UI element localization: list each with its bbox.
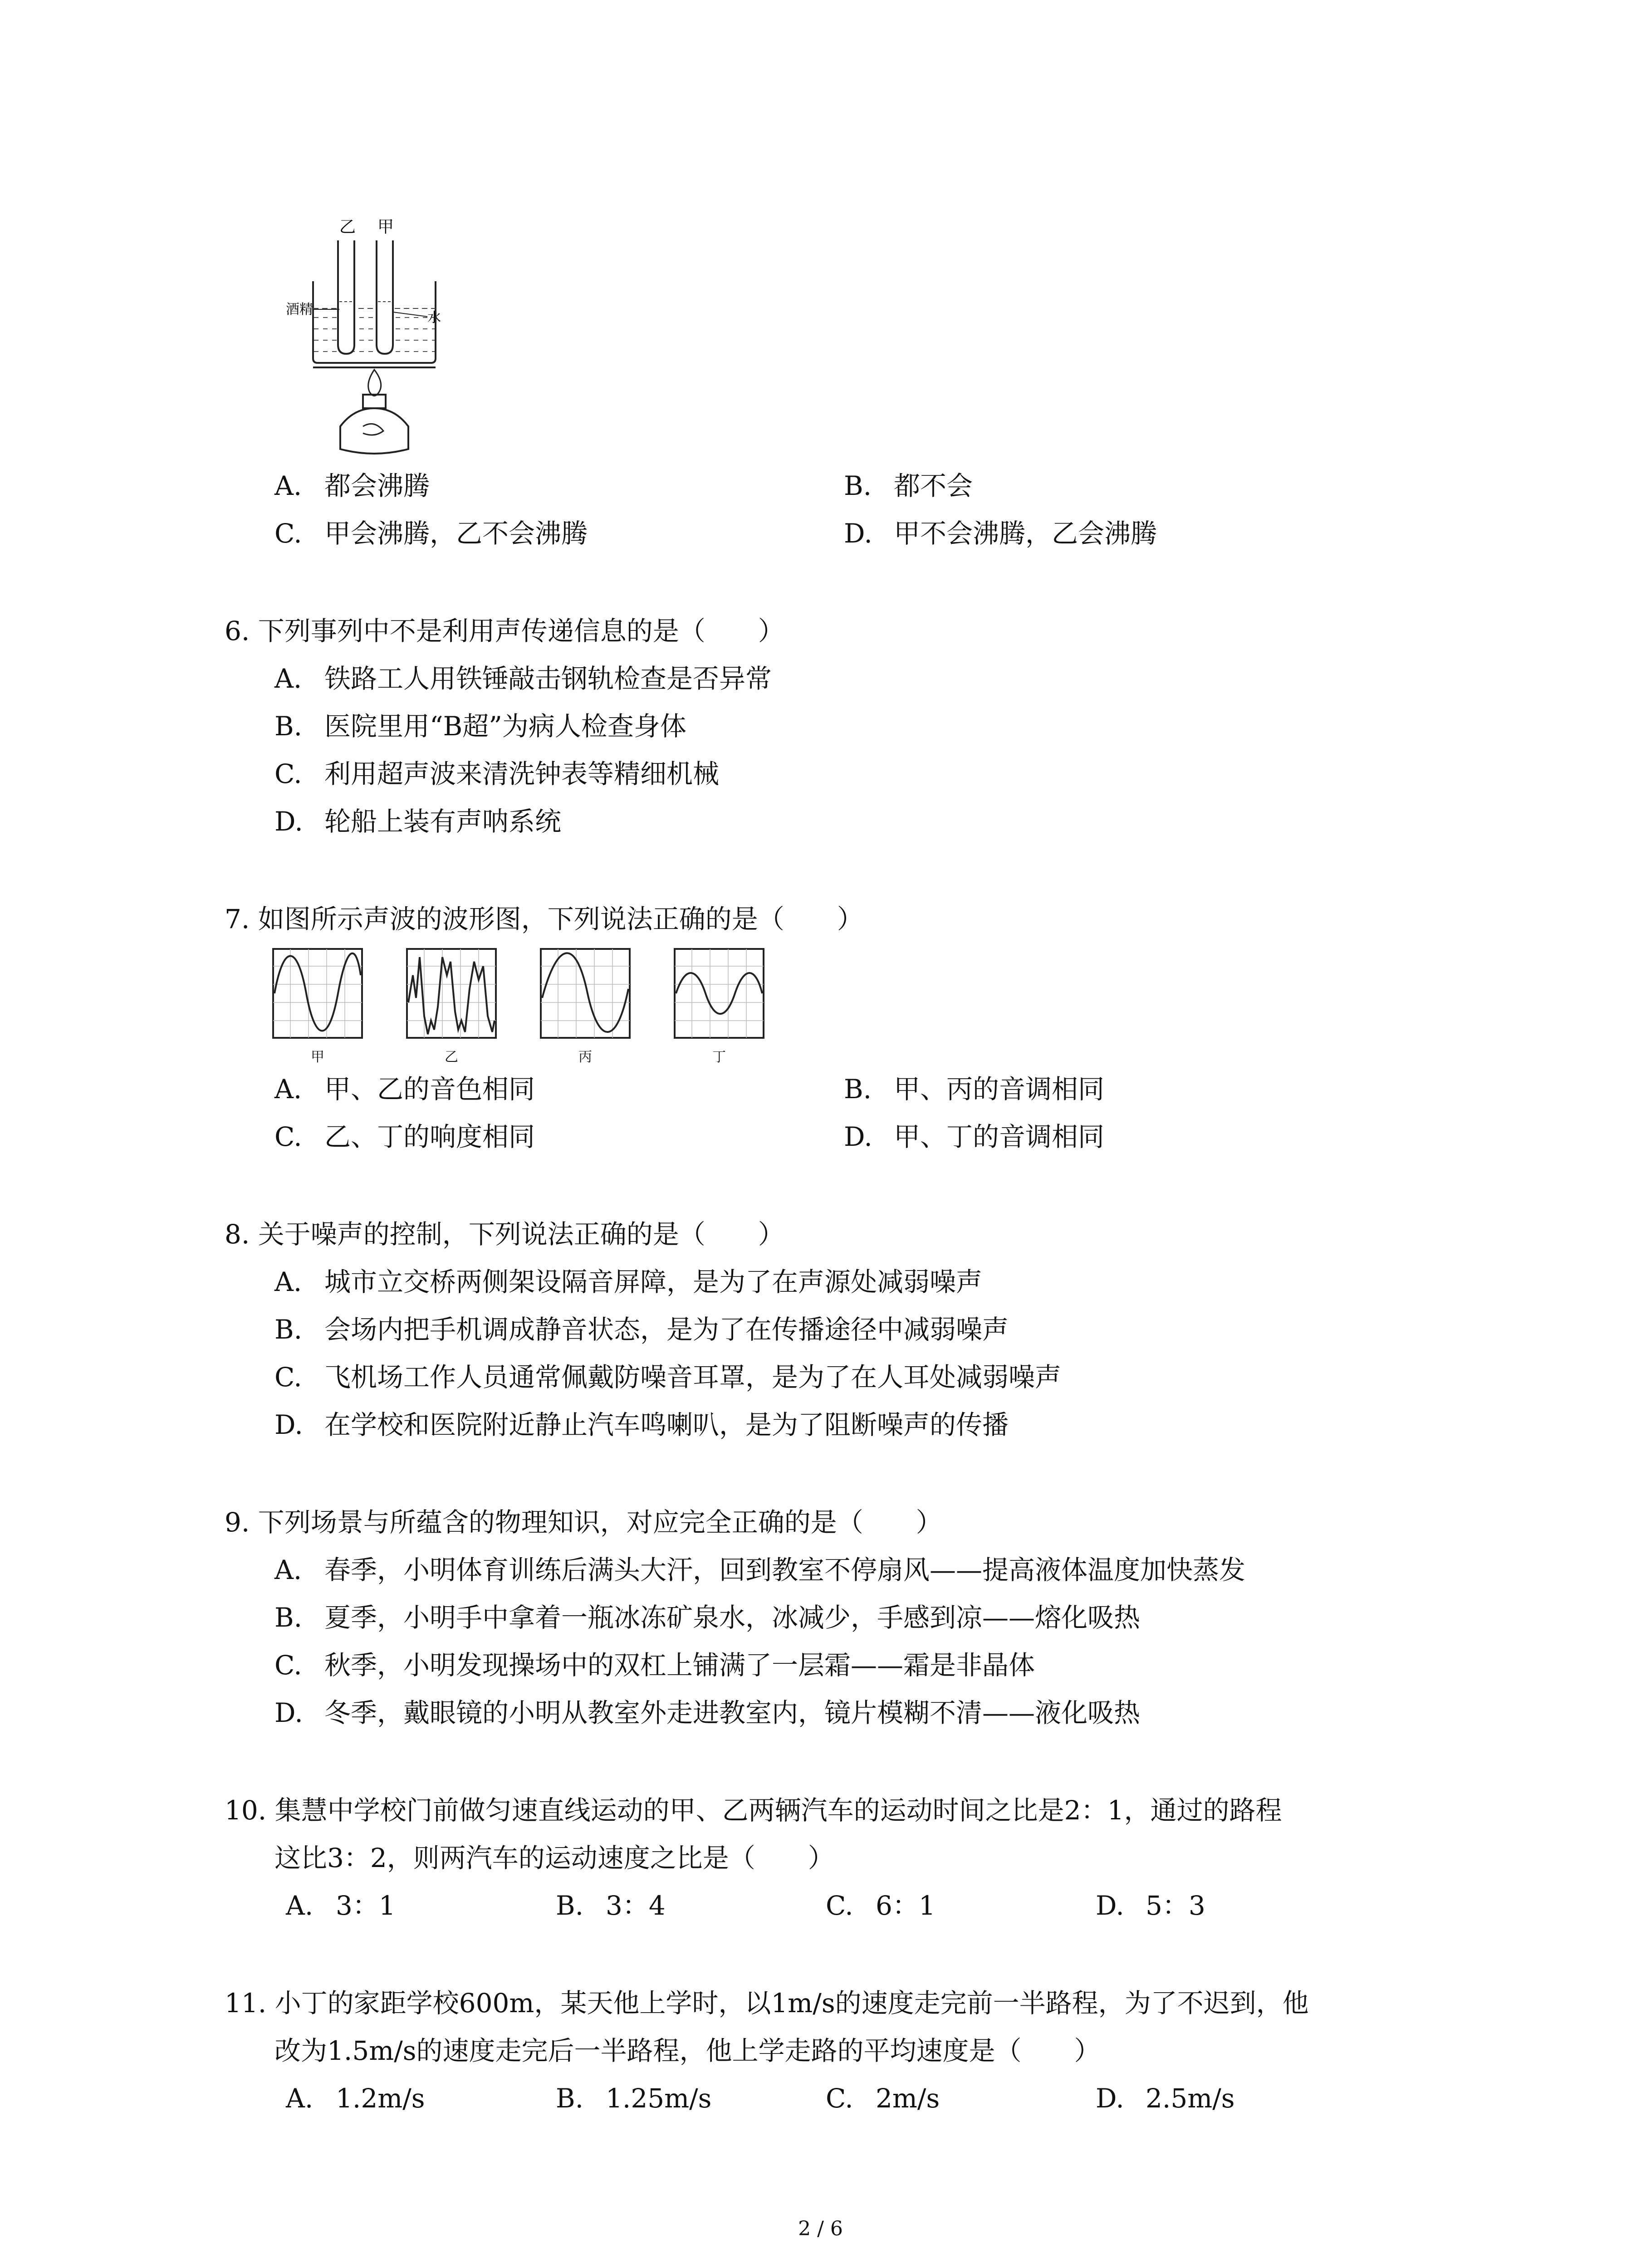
option-letter: D. [1096,1890,1124,1921]
option-text: 乙、丁的响度相同 [324,1121,535,1152]
option-text: 6：1 [876,1890,936,1921]
waveform-yi [406,948,497,1039]
q5-option-a[interactable] [274,469,430,502]
option-text: 3：4 [606,1890,666,1921]
option-letter: D. [844,518,872,549]
q11-stem-line2: 改为1.5m/s的速度走完后一半路程，他上学走路的平均速度是（ ） [274,2035,1101,2066]
q8-option-a[interactable] [274,1266,982,1298]
q10-stem-line2: 这比3：2，则两汽车的运动速度之比是（ ） [274,1843,834,1873]
wave-caption-yi: 乙 [445,1049,458,1065]
label-yi: 乙 [339,218,356,236]
option-text: 在学校和医院附近静止汽车鸣喇叭，是为了阻断噪声的传播 [324,1409,1009,1440]
waveform-bing [540,948,631,1039]
option-text: 铁路工人用铁锤敲击钢轨检查是否异常 [324,663,772,694]
option-text: 冬季，戴眼镜的小明从教室外走进教室内，镜片模糊不清——液化吸热 [324,1697,1141,1728]
q10-option-d[interactable] [1096,1889,1205,1922]
option-letter: C. [274,1121,302,1152]
q5-option-c[interactable] [274,517,588,550]
option-letter: B. [274,1602,303,1633]
option-text: 飞机场工作人员通常佩戴防噪音耳罩，是为了在人耳处减弱噪声 [324,1362,1062,1393]
boiling-apparatus-figure [286,213,467,467]
option-text: 甲、丙的音调相同 [894,1074,1105,1105]
q11-stem-line1: 11. 小丁的家距学校600m，某天他上学时，以1m/s的速度走完前一半路程，为了不迟到，他 [225,1988,1309,2019]
option-text: 夏季，小明手中拿着一瓶冰冻矿泉水，冰减少，手感到凉——熔化吸热 [324,1602,1141,1633]
wave-caption-jia: 甲 [311,1049,324,1065]
q9-option-a[interactable] [274,1554,1245,1586]
option-text: 甲会沸腾，乙不会沸腾 [324,518,588,549]
q6-stem: 6. 下列事列中不是利用声传递信息的是（ ） [225,616,784,646]
q8-option-b[interactable] [274,1313,1009,1346]
option-letter: B. [556,1890,584,1921]
q9-stem: 9. 下列场景与所蕴含的物理知识，对应完全正确的是（ ） [225,1507,942,1538]
q5-option-b[interactable] [844,469,973,502]
q6-option-a[interactable] [274,662,772,695]
option-letter: D. [844,1121,872,1152]
option-letter: C. [274,1362,302,1393]
option-text: 利用超声波来清洗钟表等精细机械 [324,758,720,789]
option-letter: B. [556,2083,584,2114]
option-letter: B. [844,470,872,501]
q10-stem-line1: 10. 集慧中学校门前做匀速直线运动的甲、乙两辆汽车的运动时间之比是2：1，通过的路程 [225,1795,1282,1826]
option-text: 1.2m/s [336,2083,425,2114]
q11-option-b[interactable] [556,2082,711,2115]
option-text: 都会沸腾 [324,470,430,501]
option-text: 轮船上装有声呐系统 [324,806,562,837]
option-letter: A. [274,1074,302,1105]
q10-option-c[interactable] [826,1889,936,1922]
q7-option-a[interactable] [274,1073,535,1105]
q6-option-d[interactable] [274,805,561,838]
option-letter: D. [1096,2083,1124,2114]
option-text: 会场内把手机调成静音状态，是为了在传播途径中减弱噪声 [324,1314,1009,1345]
q9-option-b[interactable] [274,1601,1140,1634]
option-letter: A. [274,470,302,501]
option-letter: C. [274,758,302,789]
option-letter: A. [274,663,302,694]
option-text: 春季，小明体育训练后满头大汗，回到教室不停扇风——提高液体温度加快蒸发 [324,1554,1246,1585]
q8-stem: 8. 关于噪声的控制，下列说法正确的是（ ） [225,1219,784,1250]
wave-caption-bing: 丙 [578,1049,592,1065]
label-water: 水 [427,310,441,326]
q8-option-c[interactable] [274,1361,1061,1393]
label-jia: 甲 [377,218,394,236]
q6-option-c[interactable] [274,758,719,790]
q7-option-b[interactable] [844,1073,1104,1105]
option-text: 2m/s [876,2083,940,2114]
option-letter: D. [274,806,303,837]
q6-option-b[interactable] [274,710,686,743]
option-text: 秋季，小明发现操场中的双杠上铺满了一层霜——霜是非晶体 [324,1650,1035,1681]
label-alcohol: 酒精 [286,302,313,318]
q5-option-d[interactable] [844,517,1157,550]
page-number: 2 / 6 [798,2217,843,2240]
wave-caption-ding: 丁 [712,1049,726,1065]
q7-option-d[interactable] [844,1120,1104,1153]
option-letter: A. [274,1266,302,1297]
q7-option-c[interactable] [274,1120,535,1153]
option-text: 甲、乙的音色相同 [324,1074,535,1105]
option-letter: A. [286,1890,314,1921]
q11-option-d[interactable] [1096,2082,1235,2115]
option-letter: C. [826,1890,853,1921]
option-letter: A. [286,2083,314,2114]
option-letter: B. [844,1074,872,1105]
q10-option-b[interactable] [556,1889,666,1922]
option-text: 甲不会沸腾，乙会沸腾 [894,518,1157,549]
q7-stem: 7. 如图所示声波的波形图，下列说法正确的是（ ） [225,904,863,934]
q8-option-d[interactable] [274,1408,1009,1441]
option-text: 医院里用“B超”为病人检查身体 [324,711,686,742]
q9-option-d[interactable] [274,1696,1140,1729]
option-text: 甲、丁的音调相同 [894,1121,1105,1152]
option-letter: A. [274,1554,302,1585]
option-text: 2.5m/s [1146,2083,1235,2114]
option-text: 5：3 [1146,1890,1205,1921]
option-text: 1.25m/s [606,2083,712,2114]
waveform-ding [674,948,764,1039]
option-letter: C. [274,1650,302,1681]
q11-option-c[interactable] [826,2082,940,2115]
option-letter: C. [826,2083,853,2114]
waveform-jia [272,948,363,1039]
option-letter: D. [274,1409,303,1440]
option-text: 3：1 [336,1890,396,1921]
option-text: 都不会 [894,470,973,501]
q11-option-a[interactable] [286,2082,425,2115]
q10-option-a[interactable] [286,1889,396,1922]
option-letter: B. [274,711,303,742]
option-text: 城市立交桥两侧架设隔音屏障，是为了在声源处减弱噪声 [324,1266,983,1297]
option-letter: D. [274,1697,303,1728]
option-letter: C. [274,518,302,549]
option-letter: B. [274,1314,303,1345]
q9-option-c[interactable] [274,1649,1035,1681]
